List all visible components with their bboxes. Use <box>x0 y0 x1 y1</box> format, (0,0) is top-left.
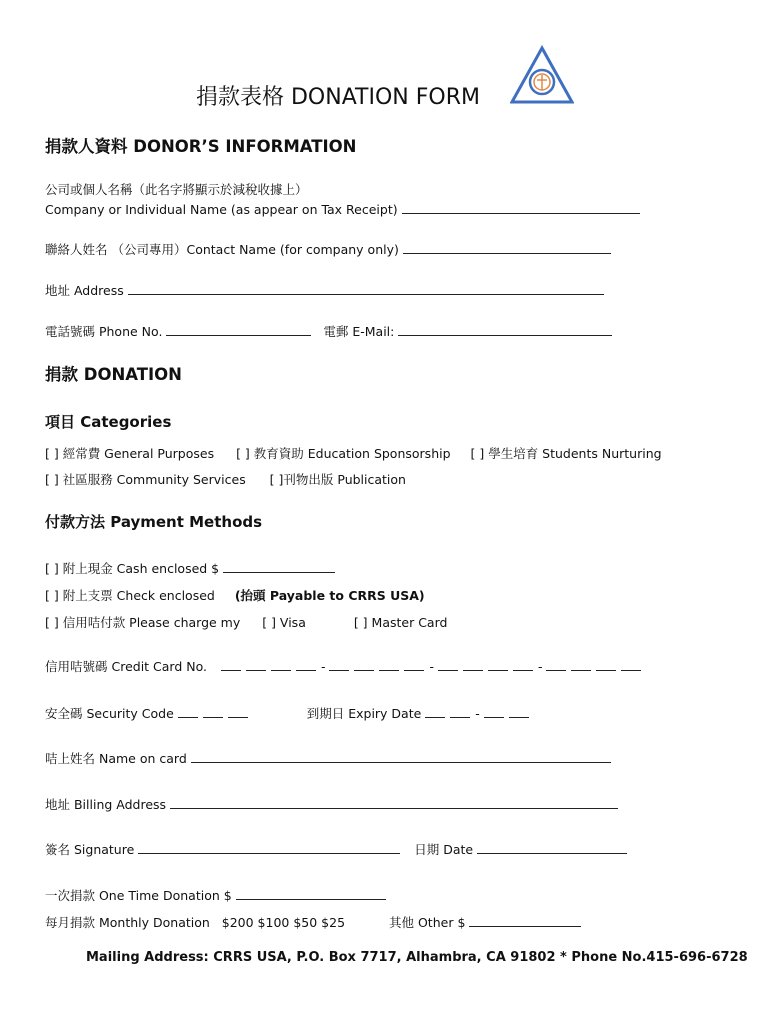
signature-label: 簽名 Signature <box>45 842 135 857</box>
categories-row-2 <box>45 470 406 488</box>
security-code-field[interactable] <box>178 706 253 721</box>
cash-checkbox[interactable]: [ ] 附上現金 Cash enclosed $ <box>45 561 220 576</box>
one-time-amount-field[interactable] <box>236 887 386 900</box>
date-field[interactable] <box>477 841 627 854</box>
other-amount-field[interactable] <box>469 914 581 927</box>
organization-logo <box>510 45 574 105</box>
security-expiry-row <box>45 704 534 722</box>
donor-info-heading: 捐款人資料 DONOR’S INFORMATION <box>45 137 357 156</box>
email-label: 電郵 E-Mail: <box>323 324 395 339</box>
category-community-checkbox[interactable]: [ ] 社區服務 Community Services <box>45 472 246 487</box>
mastercard-checkbox[interactable]: [ ] Master Card <box>353 615 448 630</box>
phone-label: 電話號碼 Phone No. <box>45 324 163 339</box>
address-row <box>45 281 604 299</box>
other-label: 其他 Other $ <box>389 915 466 930</box>
visa-checkbox[interactable]: [ ] Visa <box>262 615 306 630</box>
categories-row-1 <box>45 444 662 462</box>
expiry-label: 到期日 Expiry Date <box>306 706 422 721</box>
card-number-field[interactable]: - - - <box>221 659 646 674</box>
billing-address-field[interactable] <box>170 796 618 809</box>
monthly-row <box>45 913 581 931</box>
address-field[interactable] <box>128 282 604 295</box>
monthly-label: 每月捐款 Monthly Donation <box>45 915 210 930</box>
name-on-card-row <box>45 749 611 767</box>
form-title: 捐款表格 DONATION FORM <box>196 85 480 110</box>
company-name-label: Company or Individual Name (as appear on Tax Receipt) <box>45 202 398 217</box>
mailing-address-footer: Mailing Address: CRRS USA, P.O. Box 7717, Alhambra, CA 91802 * Phone No.415-696-6728 <box>86 950 748 965</box>
contact-name-row <box>45 240 611 258</box>
address-label: 地址 Address <box>45 283 124 298</box>
company-name-field[interactable] <box>402 201 640 214</box>
company-note: 公司或個人名稱（此名字將顯示於減稅收據上） <box>45 182 308 197</box>
monthly-amount-options[interactable]: $200 $100 $50 $25 <box>221 915 346 930</box>
phone-field[interactable] <box>166 323 311 336</box>
signature-field[interactable] <box>138 841 400 854</box>
check-checkbox[interactable]: [ ] 附上支票 Check enclosed <box>45 588 215 603</box>
donation-heading: 捐款 DONATION <box>45 365 182 384</box>
category-education-checkbox[interactable]: [ ] 教育資助 Education Sponsorship <box>236 446 451 461</box>
payment-methods-heading: 付款方法 Payment Methods <box>45 513 263 531</box>
name-on-card-label: 咭上姓名 Name on card <box>45 751 187 766</box>
check-row <box>45 586 425 604</box>
billing-address-label: 地址 Billing Address <box>45 797 167 812</box>
credit-row <box>45 613 447 631</box>
cash-row <box>45 559 335 577</box>
category-general-checkbox[interactable]: [ ] 經常費 General Purposes <box>45 446 215 461</box>
contact-name-field[interactable] <box>403 241 611 254</box>
phone-email-row <box>45 322 612 340</box>
contact-name-label: 聯絡人姓名 （公司專用）Contact Name (for company only) <box>45 242 399 257</box>
one-time-row <box>45 886 386 904</box>
category-publication-checkbox[interactable]: [ ]刊物出版 Publication <box>269 472 406 487</box>
credit-checkbox[interactable]: [ ] 信用咭付款 Please charge my <box>45 615 241 630</box>
categories-heading: 項目 Categories <box>45 413 172 431</box>
expiry-field[interactable]: - <box>425 706 533 721</box>
card-number-label: 信用咭號碼 Credit Card No. <box>45 659 208 674</box>
one-time-label: 一次捐款 One Time Donation $ <box>45 888 232 903</box>
billing-address-row <box>45 795 618 813</box>
security-code-label: 安全碼 Security Code <box>45 706 174 721</box>
email-field[interactable] <box>398 323 612 336</box>
check-payable-note: (抬頭 Payable to CRRS USA) <box>234 588 425 603</box>
category-students-checkbox[interactable]: [ ] 學生培育 Students Nurturing <box>470 446 662 461</box>
date-label: 日期 Date <box>414 842 474 857</box>
card-number-row <box>45 657 646 675</box>
cash-amount-field[interactable] <box>223 560 335 573</box>
company-name-row <box>45 201 640 217</box>
name-on-card-field[interactable] <box>191 750 611 763</box>
signature-date-row <box>45 840 627 858</box>
